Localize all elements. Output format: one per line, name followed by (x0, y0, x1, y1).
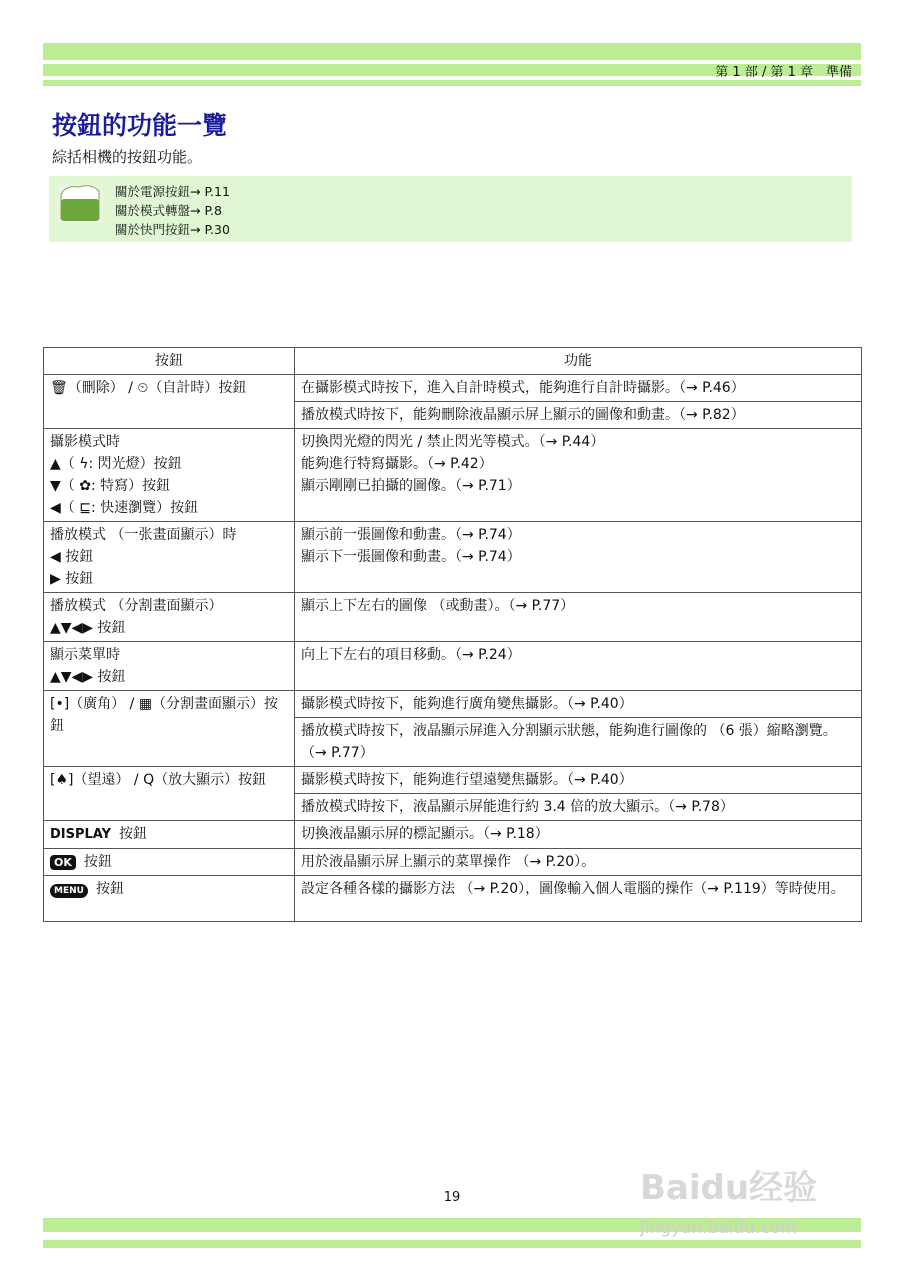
display-label: DISPLAY (50, 827, 112, 842)
button-function-table (43, 347, 862, 922)
button-cell: 顯示菜單時 ▲▼◀▶ 按鈕 (44, 642, 295, 691)
section-header: 第 1 部 / 第 1 章 準備 (715, 65, 852, 80)
col-header-button: 按鈕 (44, 348, 295, 375)
page-subtitle: 綜括相機的按鈕功能。 (52, 148, 203, 166)
watermark-logo: Baidu经验 (640, 1168, 818, 1208)
footer-band (43, 1240, 861, 1248)
note-line: 關於快門按鈕→ P.30 (115, 222, 230, 237)
function-cell: 播放模式時按下，能夠刪除液晶顯示屏上顯示的圖像和動畫。（→ P.82） (295, 402, 862, 429)
function-cell: 切換閃光燈的閃光 / 禁止閃光等模式。（→ P.44） 能夠進行特寫攝影。（→ P.42） 顯示剛剛已拍攝的圖像。（→ P.71） (295, 429, 862, 522)
function-cell: 在攝影模式時按下，進入自計時模式，能夠進行自計時攝影。（→ P.46） (295, 375, 862, 402)
page-number: 19 (443, 1190, 461, 1205)
function-cell: 播放模式時按下，液晶顯示屏進入分割顯示狀態，能夠進行圖像的 （6 張）縮略瀏覽。（→ P.77） (295, 718, 862, 767)
function-cell: 向上下左右的項目移動。（→ P.24） (295, 642, 862, 691)
button-cell: DISPLAY 按鈕 (44, 821, 295, 849)
watermark-url: jingyan.baidu.com (640, 1218, 797, 1238)
button-cell: [•]（廣角） / ▦（分割畫面顯示）按鈕 (44, 691, 295, 767)
ok-icon: OK (50, 855, 76, 870)
button-cell: [♠]（望遠） / Q（放大顯示）按鈕 (44, 767, 295, 821)
function-cell: 顯示上下左右的圖像 （或動畫）。（→ P.77） (295, 593, 862, 642)
reference-note (49, 176, 852, 242)
header-band (43, 43, 861, 60)
button-cell: 攝影模式時 ▲（ ϟ: 閃光燈）按鈕 ▼（ ✿: 特寫）按鈕 ◀（ ⊑: 快速瀏覽）按鈕 (44, 429, 295, 522)
button-cell: OK 按鈕 (44, 849, 295, 876)
function-cell: 攝影模式時按下，能夠進行望遠變焦攝影。（→ P.40） (295, 767, 862, 794)
note-line: 關於電源按鈕→ P.11 (115, 184, 230, 199)
page-title: 按鈕的功能一覽 (52, 111, 228, 140)
function-cell: 顯示前一張圖像和動畫。（→ P.74） 顯示下一張圖像和動畫。（→ P.74） (295, 522, 862, 593)
note-line: 關於模式轉盤→ P.8 (115, 203, 222, 218)
header-band (43, 80, 861, 86)
function-cell: 用於液晶顯示屏上顯示的菜單操作 （→ P.20）。 (295, 849, 862, 876)
menu-icon: MENU (50, 884, 88, 898)
function-cell: 設定各種各樣的攝影方法 （→ P.20），圖像輸入個人電腦的操作（→ P.119）等時使用。 (295, 876, 862, 922)
grid-icon: ▦ (138, 696, 153, 712)
function-cell: 切換液晶顯示屏的標記顯示。（→ P.18） (295, 821, 862, 849)
self-timer-icon: ⏲ (137, 380, 149, 396)
button-cell: 🗑（刪除） / ⏲（自計時）按鈕 (44, 375, 295, 429)
col-header-function: 功能 (295, 348, 862, 375)
folder-icon (57, 183, 103, 223)
button-cell: MENU 按鈕 (44, 876, 295, 922)
button-cell: 播放模式 （分割畫面顯示） ▲▼◀▶ 按鈕 (44, 593, 295, 642)
function-cell: 攝影模式時按下，能夠進行廣角變焦攝影。（→ P.40） (295, 691, 862, 718)
button-cell: 播放模式 （一张畫面顯示）時 ◀ 按鈕 ▶ 按鈕 (44, 522, 295, 593)
trash-icon: 🗑 (50, 380, 68, 396)
function-cell: 播放模式時按下，液晶顯示屏能進行約 3.4 倍的放大顯示。（→ P.78） (295, 794, 862, 821)
